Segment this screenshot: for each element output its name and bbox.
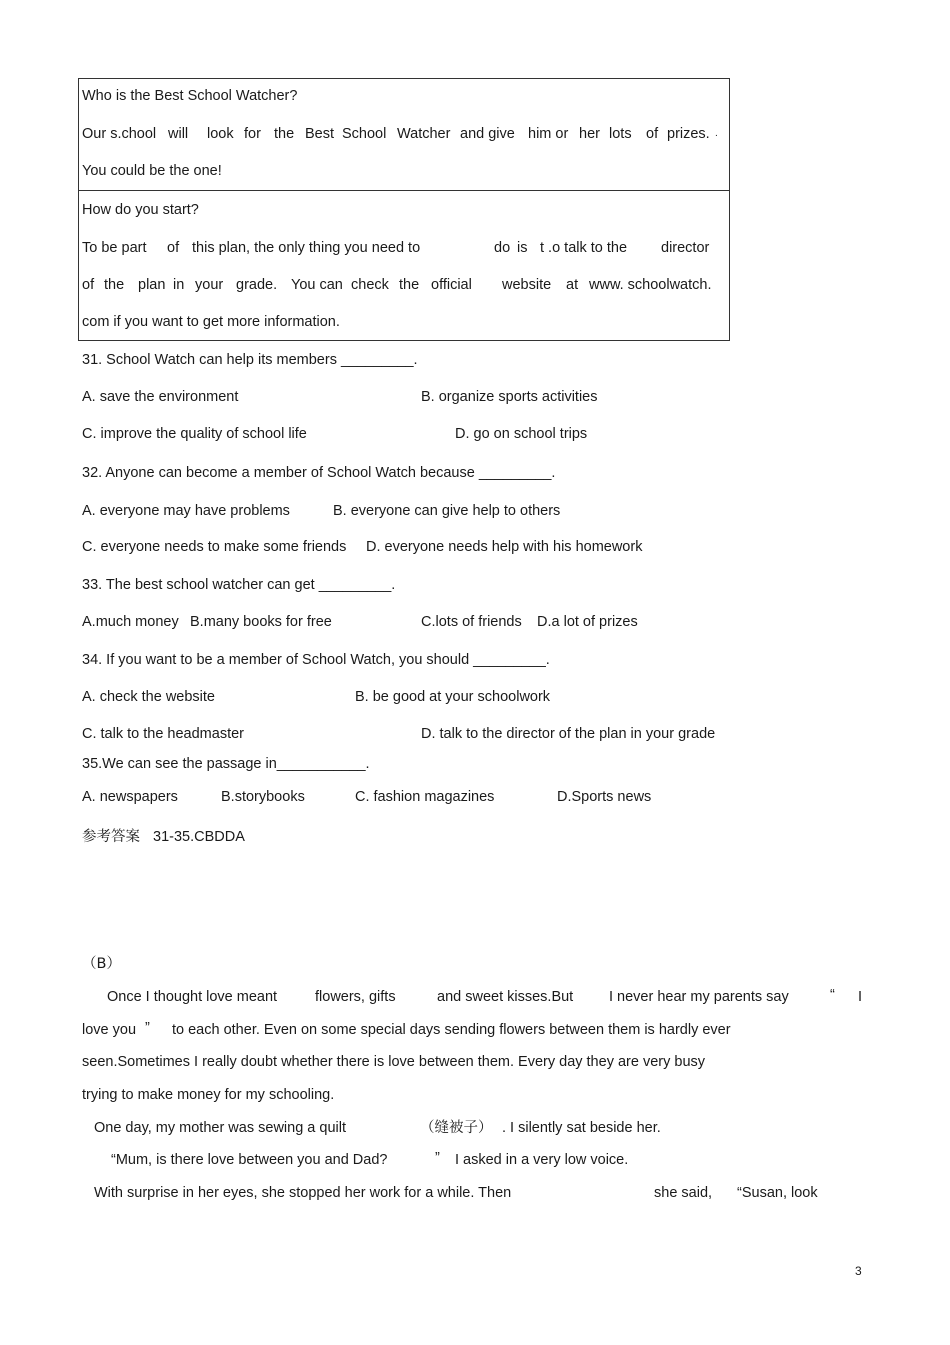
box2-word: your (195, 277, 224, 293)
box1-word: him or (528, 126, 569, 142)
box1-word: will (168, 126, 189, 142)
box1-word: look (207, 126, 234, 142)
passage-b-text: Once I thought love meant (107, 989, 278, 1005)
box2-word: grade. (236, 277, 278, 293)
box2-word: website (502, 277, 552, 293)
box2-word: check (351, 277, 389, 293)
passage-b-text: and sweet kisses.But (437, 989, 574, 1005)
passage-b-text: ” (145, 1020, 150, 1036)
passage-b-text: “Susan, look (737, 1185, 818, 1201)
question-31-option-d: D. go on school trips (455, 426, 588, 442)
box2-word: www. schoolwatch. (589, 277, 712, 293)
box2-word: the (104, 277, 125, 293)
box2-word: director (661, 240, 710, 256)
question-32-option-d: D. everyone needs help with his homework (366, 539, 643, 555)
question-33-option-a: A.much money (82, 614, 179, 630)
box1-heading: Who is the Best School Watcher? (82, 88, 298, 104)
box2-word: official (431, 277, 472, 293)
question-33-stem: 33. The best school watcher can get _________. (82, 577, 396, 593)
box2-word: at (566, 277, 579, 293)
question-35-stem: 35.We can see the passage in___________. (82, 756, 370, 772)
question-32-option-c: C. everyone needs to make some friends (82, 539, 347, 555)
box1-word: lots (609, 126, 632, 142)
box2-word: the (399, 277, 420, 293)
box1-word: Best (305, 126, 335, 142)
box2-word: of (82, 277, 95, 293)
question-32-stem: 32. Anyone can become a member of School Watch because _________. (82, 465, 556, 481)
passage-b-text: （缝被子） (420, 1120, 493, 1136)
passage-b-text: trying to make money for my schooling. (82, 1087, 335, 1103)
question-32-option-b: B. everyone can give help to others (333, 503, 561, 519)
box2-word: is (517, 240, 528, 256)
box1-word: of (646, 126, 659, 142)
box1-word: prizes. (667, 126, 710, 142)
passage-b-text: love you (82, 1022, 137, 1038)
box2-word: plan (138, 277, 166, 293)
answer-key-value: 31-35.CBDDA (153, 829, 245, 845)
passage-b-text: to each other. Even on some special days sending flowers between them is hardly ever (172, 1022, 731, 1038)
question-35-option-c: C. fashion magazines (355, 789, 495, 805)
box2-word: t .o talk to the (540, 240, 628, 256)
passage-b-text: . I silently sat beside her. (502, 1120, 661, 1136)
question-34-stem: 34. If you want to be a member of School Watch, you should _________. (82, 652, 550, 668)
box2-word: To be part (82, 240, 147, 256)
question-31-option-a: A. save the environment (82, 389, 239, 405)
passage-b-heading: （B） (82, 956, 121, 972)
box1-word: . (715, 128, 718, 139)
question-33-option-c: C.lots of friends (421, 614, 522, 630)
box1-word: the (274, 126, 295, 142)
box1-word: for (244, 126, 261, 142)
passage-b-text: I (858, 989, 863, 1005)
question-32-option-a: A. everyone may have problems (82, 503, 290, 519)
box2-word: this plan, the only thing you need to (192, 240, 421, 256)
passage-b-text: ” (435, 1150, 440, 1166)
passage-b-text: she said, (654, 1185, 713, 1201)
question-34-option-b: B. be good at your schoolwork (355, 689, 551, 705)
passage-b-text: I asked in a very low voice. (455, 1152, 629, 1168)
box2-word: You can (291, 277, 343, 293)
box2-word: do (494, 240, 511, 256)
question-33-option-b: B.many books for free (190, 614, 332, 630)
question-34-option-d: D. talk to the director of the plan in your grade (421, 726, 716, 742)
box2-word: in (173, 277, 185, 293)
question-31-stem: 31. School Watch can help its members _________. (82, 352, 418, 368)
box1-word: and give (460, 126, 515, 142)
question-35-option-b: B.storybooks (221, 789, 305, 805)
question-31-option-c: C. improve the quality of school life (82, 426, 307, 442)
question-31-option-b: B. organize sports activities (421, 389, 598, 405)
passage-b-text: With surprise in her eyes, she stopped her work for a while. Then (94, 1185, 512, 1201)
passage-b-text: “Mum, is there love between you and Dad? (111, 1152, 388, 1168)
page-number: 3 (855, 1264, 862, 1278)
passage-b-text: “ (830, 987, 835, 1003)
box1-word: her (579, 126, 600, 142)
question-34-option-a: A. check the website (82, 689, 215, 705)
box1-closing: You could be the one! (82, 163, 222, 179)
question-35-option-a: A. newspapers (82, 789, 178, 805)
box1-word: Our s.chool (82, 126, 157, 142)
question-34-option-c: C. talk to the headmaster (82, 726, 244, 742)
answer-key-label: 参考答案 (82, 829, 140, 845)
box2-word: of (167, 240, 180, 256)
passage-b-text: flowers, gifts (315, 989, 396, 1005)
passage-b-text: seen.Sometimes I really doubt whether there is love between them. Every day they are very busy (82, 1054, 706, 1070)
passage-b-text: I never hear my parents say (609, 989, 789, 1005)
question-35-option-d: D.Sports news (557, 789, 652, 805)
box1-word: Watcher (397, 126, 451, 142)
box1-word: School (342, 126, 387, 142)
question-33-option-d: D.a lot of prizes (537, 614, 638, 630)
box2-closing: com if you want to get more information. (82, 314, 340, 330)
box2-heading: How do you start? (82, 202, 199, 218)
passage-b-text: One day, my mother was sewing a quilt (94, 1120, 346, 1136)
